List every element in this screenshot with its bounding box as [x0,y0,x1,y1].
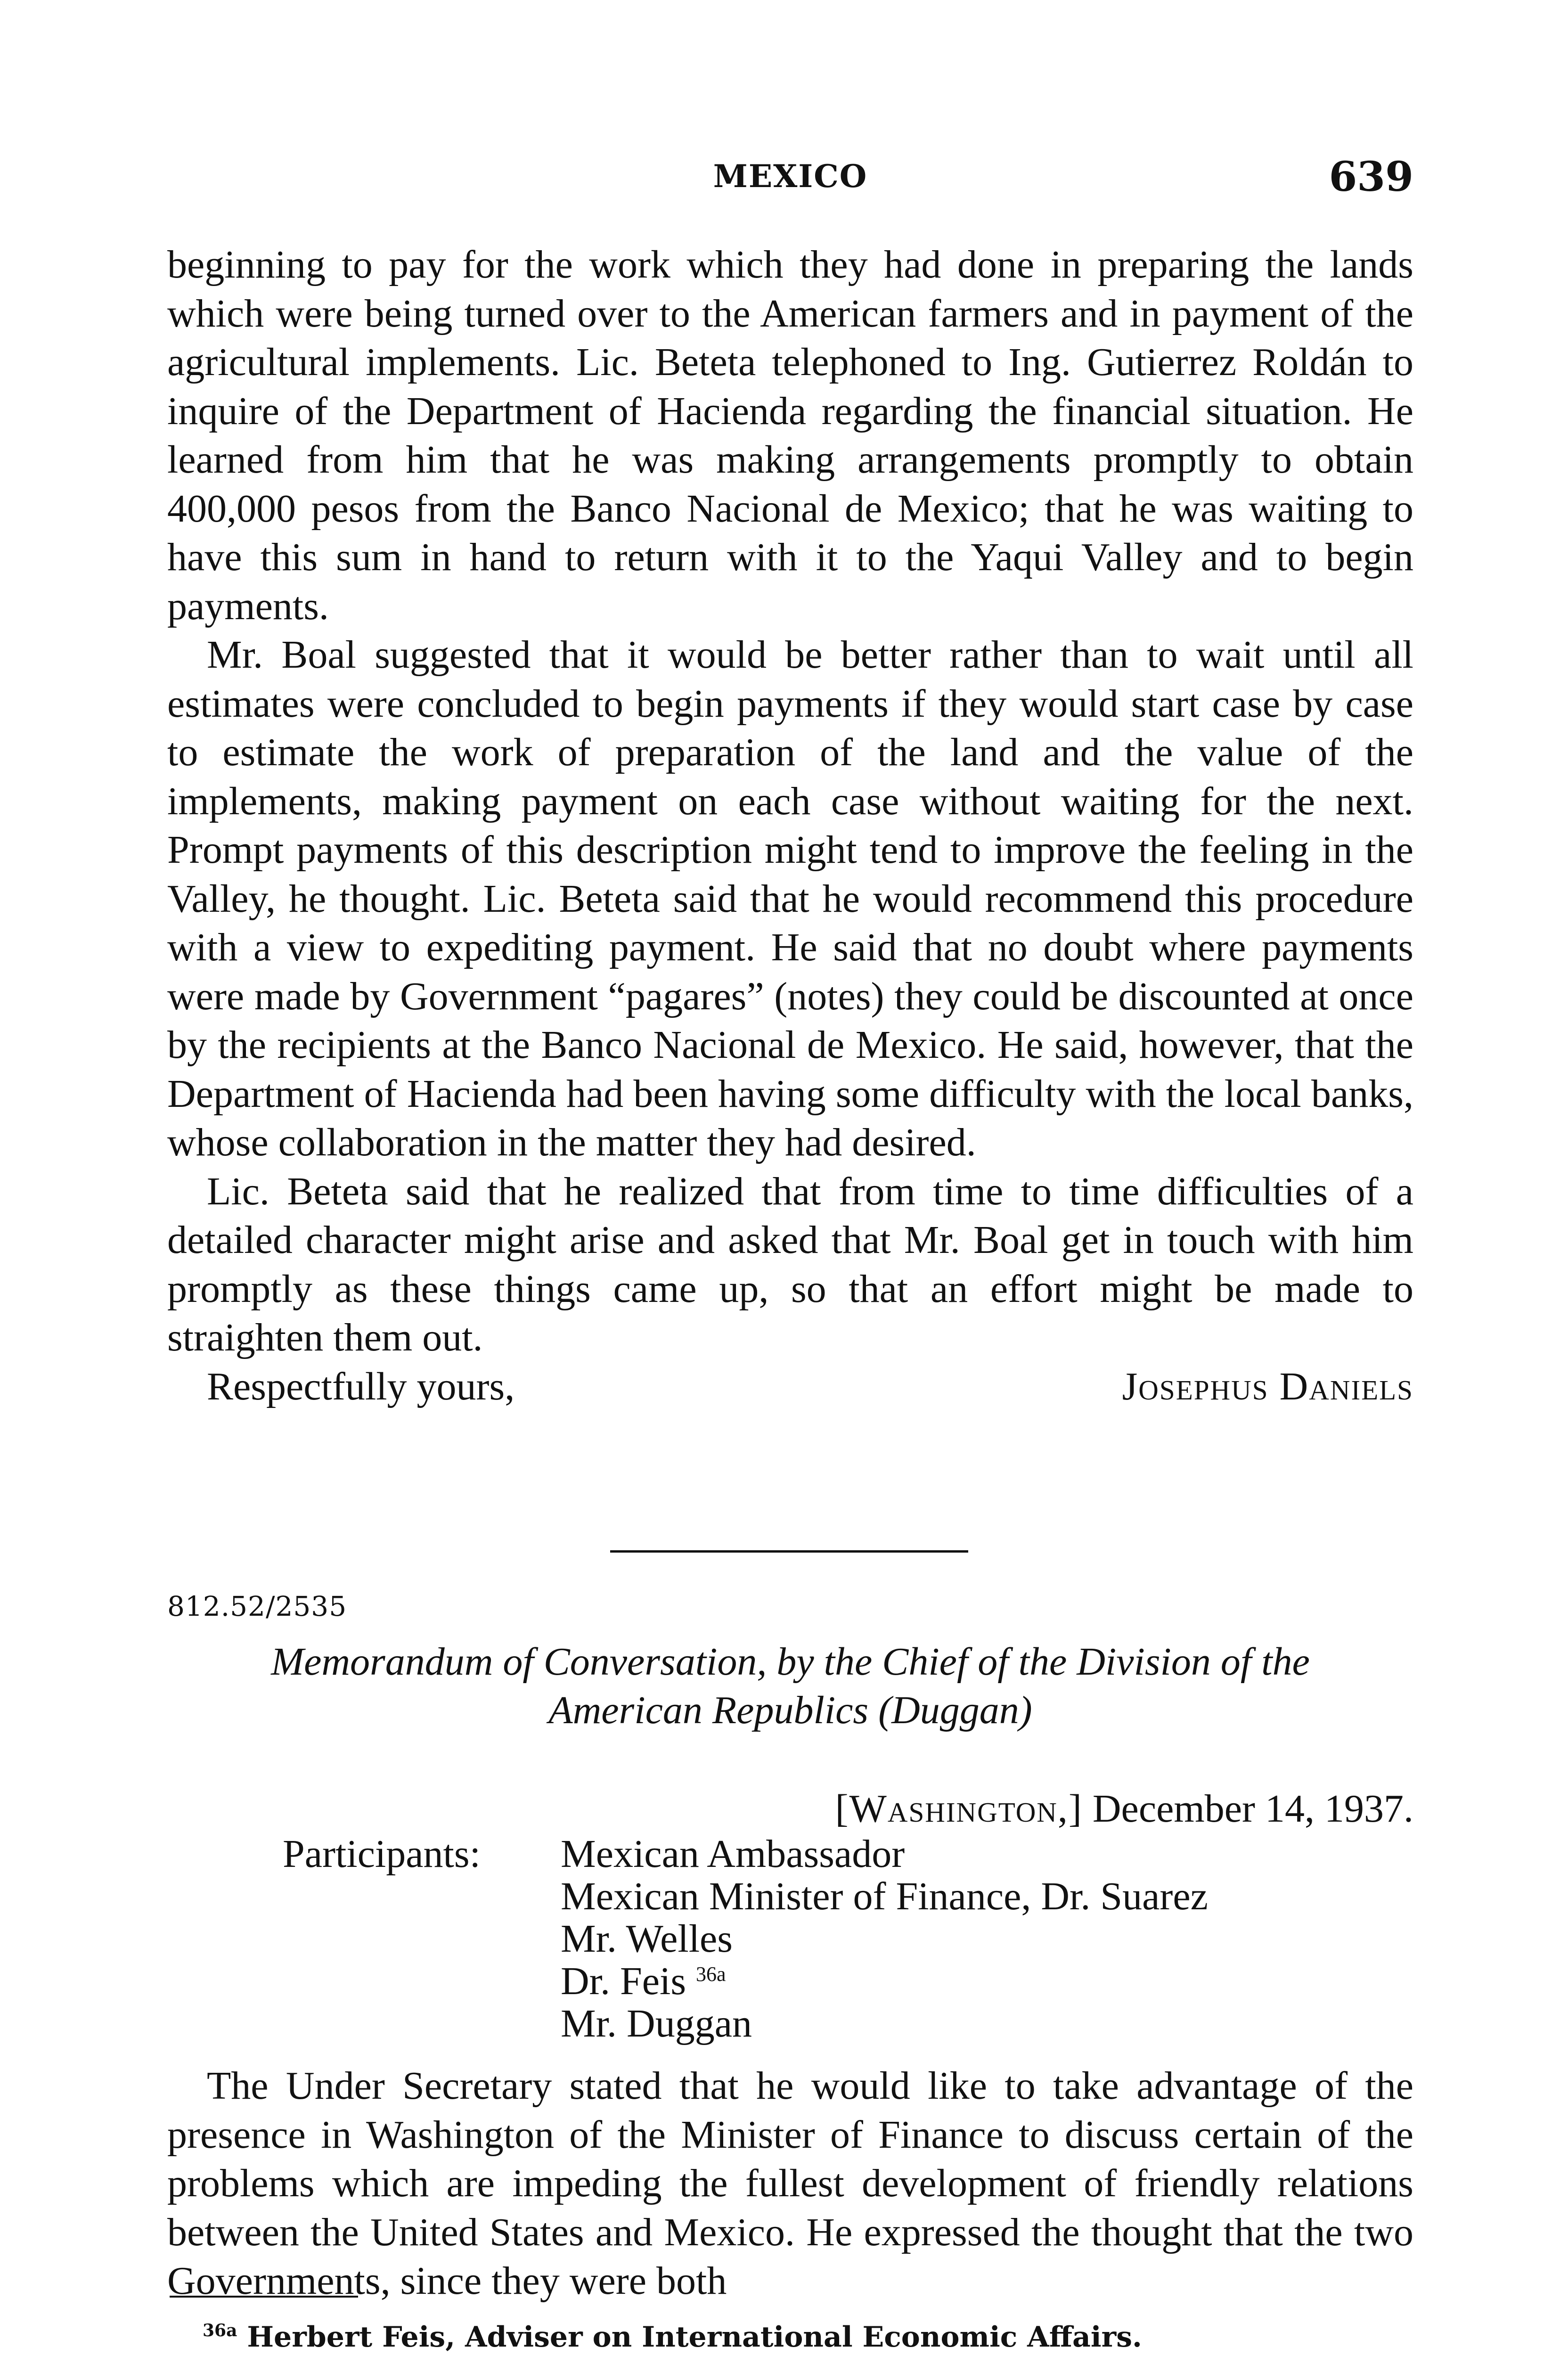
participant: Mr. Welles [561,1917,733,1961]
footnote-reference: 36a [696,1963,726,1986]
page-number: 639 [1329,153,1413,201]
participants-list [561,1833,1208,2045]
memo-title [167,1637,1413,1734]
letter-paragraph-3: Lic. Beteta said that he realized that from time to time difficulties of a detailed character might arise and asked that Mr. Boal get in touch with him promptly as these things came up, so that an effort might be made to straighten them out. [167,1169,1413,1359]
participant: Mexican Ambassador [561,1832,905,1876]
memo-body [167,2062,1413,2306]
footnote-text: Herbert Feis, Adviser on International Economic Affairs. [247,2321,1142,2354]
participant: Mr. Duggan [561,2002,752,2045]
footnote-marker: 36a [203,2321,237,2340]
date: December 14, 1937. [1092,1787,1413,1831]
letter-paragraph-1: beginning to pay for the work which they had done in preparing the lands which were being turned over to the American farmers and in payment of the agricultural implements. Lic. Beteta telephoned to Ing. Gutierrez Roldán to inquire of the Department of Hacienda regarding the financial situation. He learned from him that he was making arrangements promptly to obtain 400,000 pesos from the Banco Nacional de Mexico; that he was waiting to have this sum in hand to return with it to the Yaqui Valley and to begin payments. [167,243,1413,628]
date-place: [Washington,] [835,1787,1083,1831]
footnote [203,2321,1142,2354]
letter-body [167,240,1413,1411]
letter-paragraph-2: Mr. Boal suggested that it would be better rather than to wait until all estimates were concluded to begin payments if they would start case by case to estimate the work of preparation of the land and the value of the implements, making payment on each case without waiting for the next. Prompt payments of this description might tend to improve the feeling in the Valley, he thought. Lic. Beteta said that he would recommend this procedure with a view to expediting payment. He said that no doubt where payments were made by Government “pagares” (notes) they could be discounted at once by the recipients at the Banco Nacional de Mexico. He said, however, that the Department of Hacienda had been having some difficulty with the local banks, whose collaboration in the matter they had desired. [167,633,1413,1164]
participant [561,1960,1208,2003]
section-divider [610,1550,968,1553]
running-head: MEXICO [713,158,868,195]
signature: Josephus Daniels [1122,1364,1413,1408]
memo-title-line-1: Memorandum of Conversation, by the Chief of the Division of the [271,1640,1310,1684]
closing-line [167,1362,1413,1411]
participant: Mexican Minister of Finance, Dr. Suarez [561,1874,1208,1918]
page-header [167,153,1413,210]
footnote-rule [170,2296,358,2298]
participants-label: Participants: [283,1832,481,1876]
participants-block [283,1833,1208,2045]
participant-name: Dr. Feis [561,1959,686,2003]
memo-title-line-2: American Republics (Duggan) [548,1688,1032,1732]
memo-paragraph-1: The Under Secretary stated that he would like to take advantage of the presence in Washington of the Minister of Finance to discuss certain of the problems which are impeding the fullest development of friendly relations between the United States and Mexico. He expressed the thought that the two Governments, since they were both [167,2064,1413,2303]
file-number: 812.52/2535 [167,1590,347,1622]
dateline [835,1786,1413,1832]
closing: Respectfully yours, [207,1364,515,1408]
